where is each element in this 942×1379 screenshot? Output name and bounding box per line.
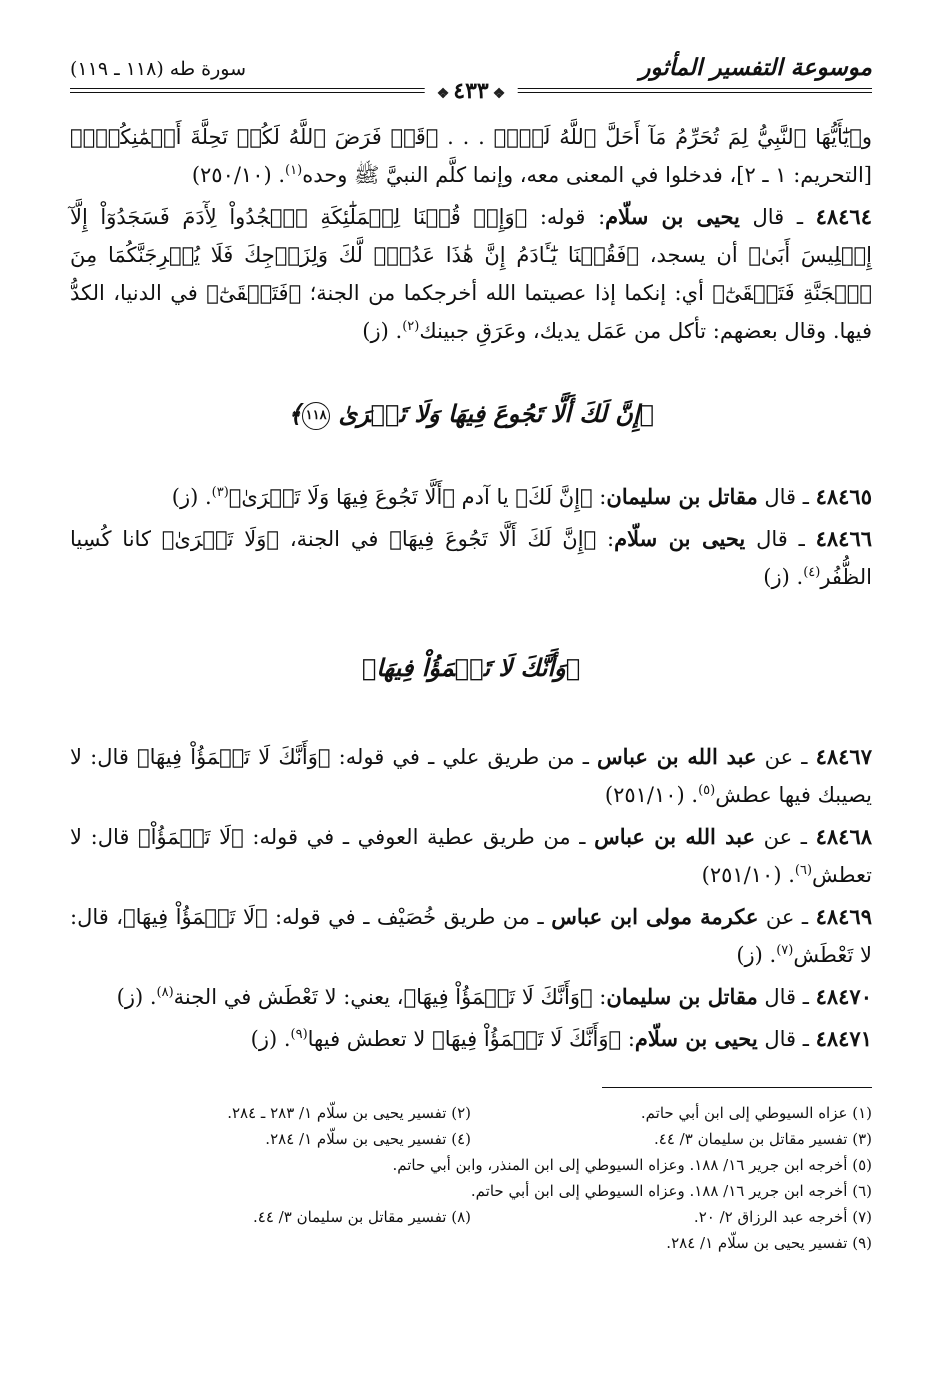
entry-48471: ٤٨٤٧١ ـ قال يحيى بن سلّام: ﴿وَأَنَّكَ لَا تَظۡمَؤُاْ فِيهَا﴾ لا تعطش فيها$^{(٩)}$. (ز) (250, 1026, 872, 1051)
page-content (70, 118, 872, 1062)
footnotes (70, 1100, 872, 1256)
footnote-7: (٧) أخرجه عبد الرزاق ٢/ ٢٠. (693, 1208, 872, 1226)
scholar-name: عكرمة مولى ابن عباس (551, 904, 759, 929)
book-page (70, 48, 872, 1359)
footnote-ref[interactable]: (٩) (290, 1027, 308, 1042)
footnote-6: (٦) أخرجه ابن جرير ١٦/ ١٨٨. وعزاه السيوطي إلى ابن أبي حاتم. (470, 1182, 872, 1200)
entry-48467: ٤٨٤٦٧ ـ عن عبد الله بن عباس ـ من طريق علي ـ في قوله: ﴿وَأَنَّكَ لَا تَظۡمَؤُاْ فِيهَا﴾ قال: لا يصيبك فيها عطش$^{(٥)}$. (٢٥١/١٠) (70, 744, 872, 807)
entry-number: ٤٨٤٧١ (815, 1026, 872, 1051)
page-number: ٤٣٣ (453, 78, 489, 104)
ayah-heading: ﴿وَأَنَّكَ لَا تَظۡمَؤُاْ فِيهَا﴾ (361, 653, 581, 682)
entry-48469: ٤٨٤٦٩ ـ عن عكرمة مولى ابن عباس ـ من طريق خُصَيْف ـ في قوله: ﴿لَا تَظۡمَؤُاْ فِيهَا﴾، قال: لا تَعْطَش$^{(٧)}$. (ز) (70, 904, 872, 967)
ayah-heading: ﴿إِنَّ لَكَ أَلَّا تَجُوعَ فِيهَا وَلَا تَعۡرَىٰ ١١٨﴾ (288, 399, 654, 428)
ornament-icon: ❖ (436, 86, 450, 102)
entry-48464: ٤٨٤٦٤ ـ قال يحيى بن سلّام: قوله: ﴿وَإِذۡ قُلۡنَا لِلۡمَلَٰٓئِكَةِ ٱسۡجُدُواْ لِأٓدَمَ فَسَجَدُوٓاْ إِلَّآ إِبۡلِيسَ أَبَىٰ﴾ أن يسجد، ﴿فَقُلۡنَا يَٰٓـَٔادَمُ إِنَّ هَٰذَا عَدُوّٞ لَّكَ وَلِزَوۡجِكَ فَلَا يُخۡرِجَنَّكُمَا مِنَ ٱلۡجَنَّةِ فَتَشۡقَىٰٓ﴾ أي: إنكما إذا عصيتما الله أخرجكما من الجنة؛ ﴿فَتَشۡقَىٰٓ﴾ في الدنيا، الكدُّ فيها. وقال بعضهم: تأكل من عَمَل يديك، وعَرَقِ جبينك$^{(٢)}$. (ز) (70, 204, 872, 343)
footnote-2: (٢) تفسير يحيى بن سلّام ١/ ٢٨٣ ـ ٢٨٤. (227, 1104, 471, 1122)
footnote-ref[interactable]: (٨) (156, 985, 174, 1000)
entry-number: ٤٨٤٧٠ (815, 984, 872, 1009)
footnote-ref[interactable]: (٥) (698, 783, 716, 798)
entry-number: ٤٨٤٦٦ (815, 526, 873, 551)
footnote-3: (٣) تفسير مقاتل بن سليمان ٣/ ٤٤. (654, 1130, 872, 1148)
footnote-9: (٩) تفسير يحيى بن سلّام ١/ ٢٨٤. (666, 1234, 872, 1252)
scholar-name: مقاتل بن سليمان (606, 484, 758, 509)
footnote-ref[interactable]: (٧) (776, 943, 794, 958)
footnote-5: (٥) أخرجه ابن جرير ١٦/ ١٨٨. وعزاه السيوطي إلى ابن المنذر، وابن أبي حاتم. (392, 1156, 872, 1174)
footnote-ref[interactable]: (٤) (803, 565, 821, 580)
entry-number: ٤٨٤٦٤ (815, 204, 872, 229)
entry-number: ٤٨٤٦٩ (815, 904, 872, 929)
footnote-ref[interactable]: (١) (285, 163, 303, 178)
footnote-ref[interactable]: (٦) (794, 863, 813, 878)
entry-number: ٤٨٤٦٧ (815, 744, 872, 769)
ornament-icon: ❖ (492, 86, 506, 102)
page-number-box (425, 76, 518, 109)
page-header (70, 48, 872, 104)
entry-48470: ٤٨٤٧٠ ـ قال مقاتل بن سليمان: ﴿وَأَنَّكَ لَا تَظۡمَؤُاْ فِيهَا﴾، يعني: لا تَعْطَش في الجنة$^{(٨)}$. (ز) (116, 984, 872, 1009)
footnote-row (70, 1100, 872, 1126)
footnote-row (70, 1204, 872, 1230)
entry-number: ٤٨٤٦٨ (815, 824, 873, 849)
entry-continuation: و﴿يَٰٓأَيُّهَا ٱلنَّبِيُّ لِمَ تُحَرِّمُ مَآ أَحَلَّ ٱللَّهُ لَكَۖ﴾ . . . ﴿قَدۡ فَرَضَ ٱللَّهُ لَكُمۡ تَحِلَّةَ أَيۡمَٰنِكُمۡۚ﴾ [التحريم: ١ ـ ٢]، فدخلوا في المعنى معه، وإنما كلَّم النبيَّ ﷺ وحده$^{(١)}$. (٢٥٠/١٠) (70, 125, 872, 187)
entry-number: ٤٨٤٦٥ (815, 484, 872, 509)
footnote-ref[interactable]: (٢) (402, 319, 420, 334)
footnote-1: (١) عزاه السيوطي إلى ابن أبي حاتم. (640, 1104, 872, 1122)
scholar-name: يحيى بن سلّام (605, 204, 740, 229)
scholar-name: يحيى بن سلّام (634, 1026, 758, 1051)
footnote-8: (٨) تفسير مقاتل بن سليمان ٣/ ٤٤. (253, 1208, 471, 1226)
scholar-name: مقاتل بن سليمان (606, 984, 758, 1009)
entry-48466: ٤٨٤٦٦ ـ قال يحيى بن سلّام: ﴿إِنَّ لَكَ أَلَّا تَجُوعَ فِيهَا﴾ في الجنة، ﴿وَلَا تَعۡرَىٰ﴾ كانا كُسِيا الظُّفُر$^{(٤)}$. (ز) (70, 526, 873, 589)
book-title: موسوعة التفسير المأثور (639, 54, 872, 81)
footnote-ref[interactable]: (٣) (211, 485, 229, 500)
footnote-4: (٤) تفسير يحيى بن سلّام ١/ ٢٨٤. (265, 1130, 471, 1148)
scholar-name: عبد الله بن عباس (597, 744, 757, 769)
entry-48468: ٤٨٤٦٨ ـ عن عبد الله بن عباس ـ من طريق عطية العوفي ـ في قوله: ﴿لَا تَظۡمَؤُاْ﴾ قال: لا تعطش$^{(٦)}$. (٢٥١/١٠) (70, 824, 873, 887)
entry-48465: ٤٨٤٦٥ ـ قال مقاتل بن سليمان: ﴿إِنَّ لَكَ﴾ يا آدم ﴿أَلَّا تَجُوعَ فِيهَا وَلَا تَعۡرَىٰ﴾$^{(٣)}$. (ز) (171, 484, 872, 509)
ayah-number-badge: ١١٨ (302, 402, 330, 430)
footnote-row (70, 1126, 872, 1152)
footnote-separator (602, 1087, 872, 1088)
scholar-name: عبد الله بن عباس (594, 824, 755, 849)
scholar-name: يحيى بن سلّام (614, 526, 746, 551)
surah-title: سورة طه (١١٨ ـ ١١٩) (70, 58, 246, 80)
